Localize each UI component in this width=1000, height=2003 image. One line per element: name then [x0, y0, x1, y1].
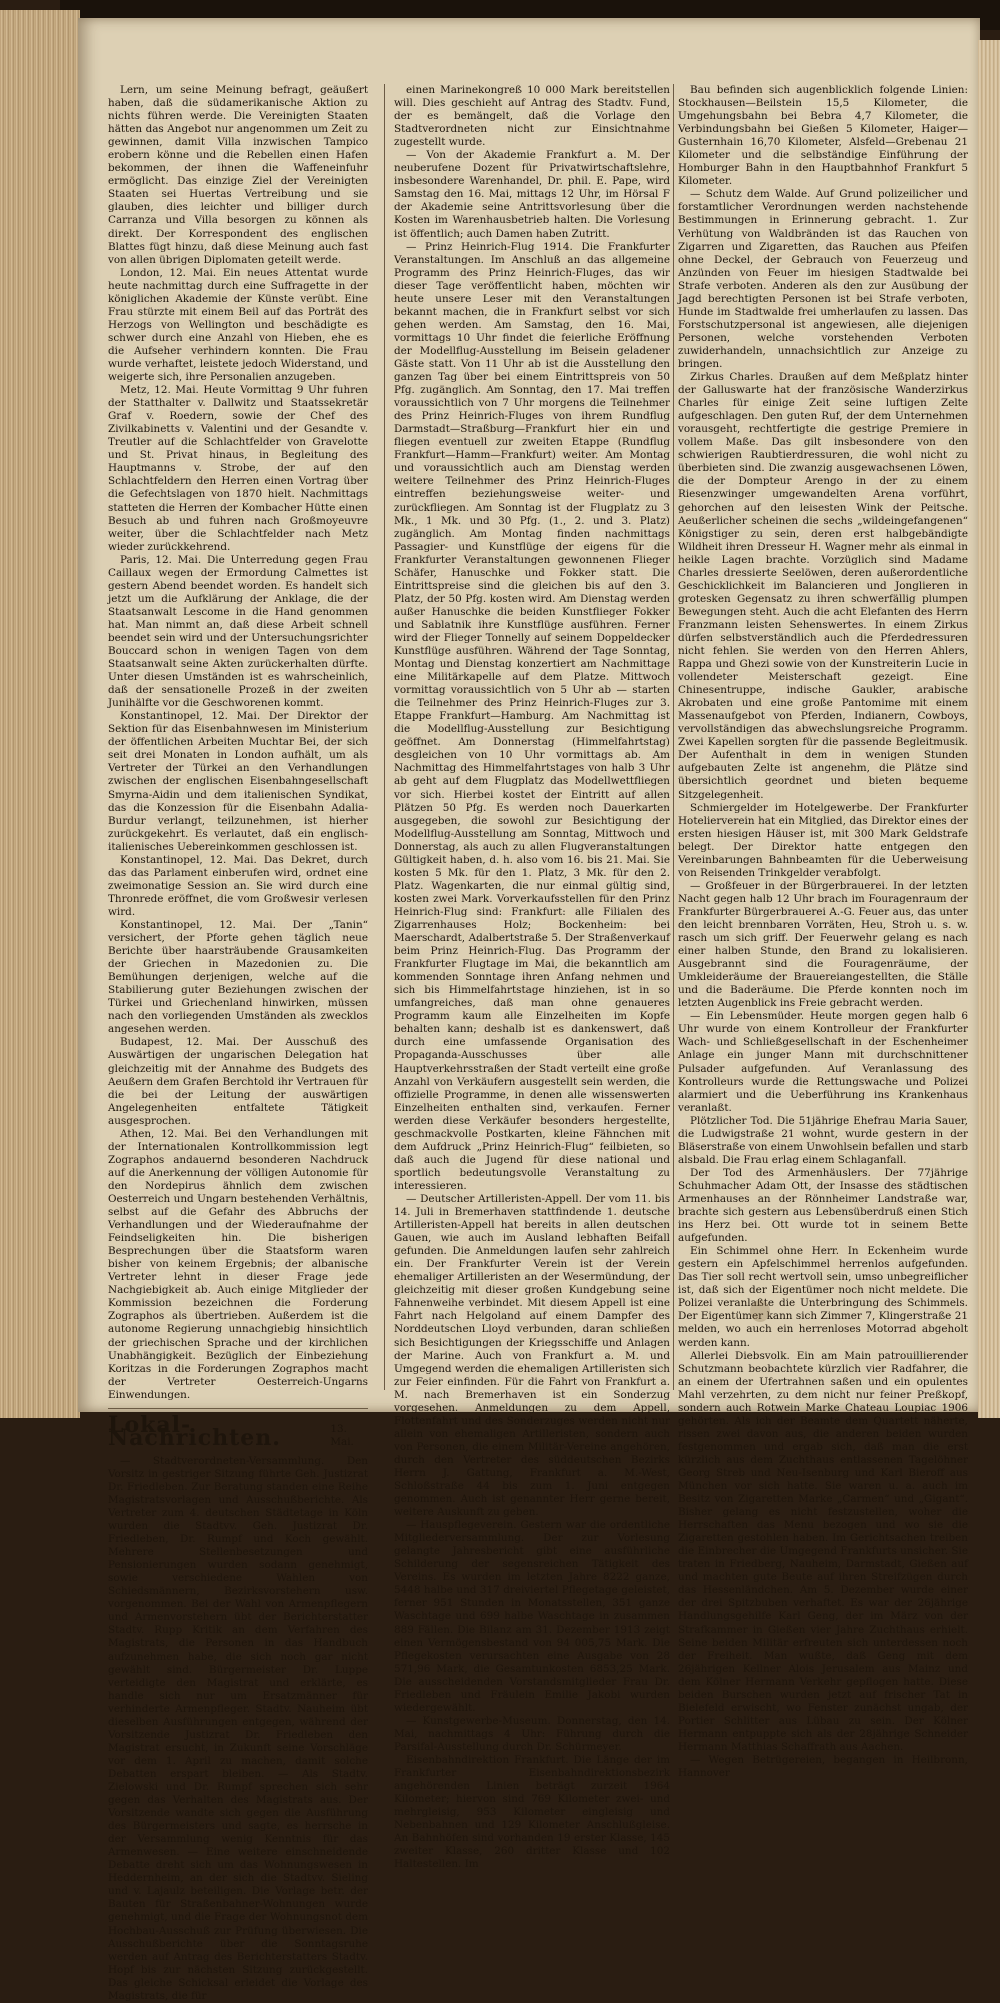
article-paragraph: Der Tod des Armenhäuslers. Der 77jährige Schuhmacher Adam Ott, der Insasse des städtischen Armenhauses an der Rönnheimer Landstraße war, brachte sich gestern aus Lebensüberdruß einen Stich ins Herz bei. Ott wurde tot in seinem Bette aufgefunden. [678, 1166, 968, 1245]
article-paragraph: — Großfeuer in der Bürgerbrauerei. In der letzten Nacht gegen halb 12 Uhr brach im Fouragenraum der Frankfurter Bürgerbrauerei A.-G. Feuer aus, das unter den leicht brennbaren Vorräten, Heu, Stroh u. s. w. rasch um sich griff. Der Feuerwehr gelang es nach einer halben Stunde, den Brand zu lokalisieren. Ausgebrannt sind die Fouragenräume, der Umkleideräume der Brauereiangestellten, die Ställe und die Baderäume. Die Pferde konnten noch im letzten Augenblick ins Freie gebracht werden. [678, 879, 968, 1010]
article-paragraph: London, 12. Mai. Ein neues Attentat wurde heute nachmittag durch eine Suffragette in der königlichen Akademie der Künste verübt. Eine Frau stürzte mit einem Beil auf das Porträt des Herzogs von Wellington und beschädigte es schwer durch eine Anzahl von Hieben, ehe es die Aufseher verhindern konnten. Die Frau wurde verhaftet, leistete jedoch Widerstand, und weigerte sich, ihre Personalien anzugeben. [108, 266, 368, 384]
article-paragraph: Konstantinopel, 12. Mai. Der „Tanin“ versichert, der Pforte gehen täglich neue Berichte über haarsträubende Grausamkeiten der Griechen in Mazedonien zu. Die Bemühungen derjenigen, welche auf die Stabilierung guter Beziehungen zwischen der Türkei und Griechenland hinwirken, müssen nach den vorliegenden Umständen als zwecklos angesehen werden. [108, 919, 368, 1036]
article-paragraph: — Kunstgewerbe-Museum. Donnerstag, den 14. Mai, nachmittags 4 Uhr: Führung durch die Parsifal-Ausstellung durch Dr. Schürmeyer. [394, 1714, 670, 1753]
article-paragraph: — Prinz Heinrich-Flug 1914. Die Frankfurter Veranstaltungen. Im Anschluß an das allgemeine Programm des Prinz Heinrich-Fluges, das wir dieser Tage veröffentlicht haben, möchten wir heute unsere Leser mit den Veranstaltungen bekannt machen, die in Frankfurt selbst vor sich gehen werden. Am Samstag, den 16. Mai, vormittags 10 Uhr findet die feierliche Eröffnung der Modellflug-Ausstellung im Beisein geladener Gäste statt. Von 11 Uhr ab ist die Ausstellung den ganzen Tag über bei einem Eintrittspreis von 50 Pfg. zugänglich. Am Sonntag, den 17. Mai treffen voraussichtlich von 7 Uhr morgens die Teilnehmer des Prinz Heinrich-Fluges von ihrem Rundflug Darmstadt—Straßburg—Frankfurt hier ein und fliegen eventuell zur zweiten Etappe (Rundflug Frankfurt—Hamm—Frankfurt) weiter. Am Montag und voraussichtlich auch am Dienstag werden weitere Teilnehmer des Prinz Heinrich-Fluges eintreffen beziehungsweise weiter- und zurückfliegen. Am Sonntag ist der Flugplatz zu 3 Mk., 1 Mk. und 30 Pfg. (1., 2. und 3. Platz) zugänglich. Am Montag finden nachmittags Passagier- und Kunstflüge der eigens für die Frankfurter Veranstaltungen gewonnenen Flieger Schäfer, Hanuschke und Fokker statt. Die Eintrittspreise sind die gleichen bis auf den 3. Platz, der 50 Pfg. kosten wird. Am Dienstag werden außer Hanuschke die beiden Kunstflieger Fokker und Sablatnik ihre Kunstflüge ausführen. Ferner wird der Flieger Tonnelly auf seinem Doppeldecker Kunstflüge ausführen. Während der Tage Sonntag, Montag und Dienstag konzertiert am Nachmittage eine Militärkapelle auf dem Platze. Mittwoch vormittag voraussichtlich von 5 Uhr ab — starten die Teilnehmer des Prinz Heinrich-Fluges zur 3. Etappe Frankfurt—Hamburg. Am Nachmittag ist die Modellflug-Ausstellung zur Besichtigung geöffnet. Am Donnerstag (Himmelfahrtstag) desgleichen von 10 Uhr vormittags ab. Am Nachmittag des Himmelfahrtstages von halb 3 Uhr ab geht auf dem Flugplatz das Modellwettfliegen vor sich. Hierbei kostet der Eintritt auf allen Plätzen 50 Pfg. Es werden noch Dauerkarten ausgegeben, die sowohl zur Besichtigung der Modellflug-Ausstellung am Sonntag, Mittwoch und Donnerstag, als auch zu allen Flugveranstaltungen Gültigkeit haben, d. h. also vom 16. bis 21. Mai. Sie kosten 5 Mk. für den 1. Platz, 3 Mk. für den 2. Platz. Wagenkarten, die nur einmal gültig sind, kosten zwei Mark. Vorverkaufsstellen für den Prinz Heinrich-Flug sind: Frankfurt: alle Filialen des Zigarrenhauses Holz; Bockenheim: bei Maerschardt, Adalbertstraße 5. Der Straßenverkauf beim Prinz Heinrich-Flug. Das Programm der Frankfurter Flugtage im Mai, die bekanntlich am kommenden Sonntage ihren Anfang nehmen und sich bis Himmelfahrtstage hinziehen, ist in so umfangreiches, daß man ohne genaueres Programm kaum alle Einzelheiten im Kopfe behalten kann; deshalb ist es dankenswert, daß durch eine umfassende Organisation des Propaganda-Ausschusses über alle Hauptverkehrsstraßen der Stadt verteilt eine große Anzahl von Verkäufern ausgestellt sein werden, die offizielle Programme, in denen alle wissenswerten Einzelheiten enthalten sind, verkaufen. Ferner werden diese Verkäufer besonders hergestellte, geschmackvolle Postkarten, kleine Fähnchen mit dem Aufdruck „Prinz Heinrich-Flug“ feilbieten, so daß auch die Jugend für diese national und sportlich bedeutungsvolle Veranstaltung zu interessieren. [394, 240, 670, 1192]
article-paragraph: Plötzlicher Tod. Die 51jährige Ehefrau Maria Sauer, die Ludwigstraße 21 wohnt, wurde gestern in der Bläserstraße von einem Unwohlsein befallen und starb alsbald. Die Frau erlag einem Schlaganfall. [678, 1114, 968, 1166]
column-1 [108, 84, 368, 2002]
section-title: Lokal-Nachrichten. [108, 1411, 281, 1451]
section-heading [108, 1411, 368, 1451]
article-paragraph: Paris, 12. Mai. Die Unterredung gegen Frau Caillaux wegen der Ermordung Calmettes ist gestern Abend beendet worden. Es handelt sich jetzt um die Aufklärung der Anklage, die der Staatsanwalt Lescome in die Hand genommen hat. Man nimmt an, daß diese Arbeit schnell beendet sein wird und der Untersuchungsrichter Bouccard schon in wenigen Tagen von dem Staatsanwalt seine Akten zurückerhalten dürfte. Unter diesen Umständen ist es wahrscheinlich, daß der sensationelle Prozeß in der zweiten Junihälfte vor die Geschworenen kommt. [108, 553, 368, 710]
paper-stain [750, 1300, 770, 1322]
article-paragraph: einen Marinekongreß 10 000 Mark bereitstellen will. Dies geschieht auf Antrag des Stadtv. Fund, der es bemängelt, daß die Vorlage den Stadtverordneten nicht zur Einsichtnahme zugestellt wurde. [394, 84, 670, 149]
column-3 [678, 84, 968, 1780]
section-rule [108, 1408, 368, 1409]
article-paragraph: Lern, um seine Meinung befragt, geäußert haben, daß die südamerikanische Aktion zu nichts führen werde. Die Vereinigten Staaten hätten das Angebot nur angenommen um Zeit zu gewinnen, damit Villa inzwischen Tampico erobern könne und die Rebellen einen Hafen bekommen, der ihnen die Waffeneinfuhr ermöglicht. Das einzige Ziel der Vereinigten Staaten sei Huertas Vertreibung und sie glauben, dies leichter und billiger durch Carranza und Villa besorgen zu können als direkt. Der Korrespondent des englischen Blattes fügt hinzu, daß diese Meinung auch fast von allen übrigen Diplomaten geteilt werde. [108, 84, 368, 266]
article-paragraph: — Stadtverordneten-Versammlung. Den Vorsitz in gestriger Sitzung führte Geh. Justizrat Dr. Friedleben. Zur Beratung standen eine Reihe Magistratsvorlagen und Ausschußberichte. Als Vertreter zum 4. deutschen Städtetage in Köln wurden die Stadtvv. Geh. Justizrat Dr. Friedleben, Dr. Rumpf und Koch gewählt. Mehrere Stellenbesetzungen und Pensionierungen wurden sodann genehmigt, sowie verschiedene Wahlen von Schiedsmännern, Bezirksvorstehern usw. vorgenommen. Bei der Wahl von Armenpflegern und Armenvorstehern übt der Berichterstatter Stadtv. Rupp Kritik an dem Verfahren des Magistrats, die Personen in das Handbuch aufzunehmen habe, die sich noch gar nicht gewählt sind. Bürgermeister Dr. Luppe verteidigte den Magistrat und erklärte, es handle sich nur um Ersatzmänner für verhinderte Armenpfleger. Stadtv. Nauheim übt dieselben Ausführungen entgegen, während der Vorsitzende Justizrat Dr. Friedleben den Magistrat ersucht, in Zukunft seine Vorschläge vor dem 1. April zu machen, damit solche Debatten erspart bleiben. — Als Stadtv. Zielowski und Dr. Rumpf sprechen sich sehr gegen das Verhalten des Magistrats aus. Der Vorsitzende wandte sich gegen die Ausführung des Bürgermeisters und sagte, es herrsche in der Versammlung wenig Kenntnis für das Armenwesen. — Eine weitere einschneidende Debatte dreht sich um das Wohnungswesen in Heddernheim, an der sich die Stadtvv. Sieling und v. Lajaulz beteiligen. Die Vorlage betr. der Bauten für Straßenbahner-Wohnungen wurde genehmigt, und die Frage der Wohnungsnot dem Hochbau-Ausschuß zur Prüfung überwiesen. Die Ausschußberichte über die Sonntagsruhe werden auf Antrag des Berichterstatters Stadtv. Hopf bis zur nächsten Sitzung zurückgestellt. Das gleiche Schicksal erleidet die Vorlage des Magistrats, die für [108, 1454, 368, 2002]
article-paragraph: Eisenbahndirektion Frankfurt. Die Länge der im Frankfurter Eisenbahndirektionsbezirk angehörenden Linien beträgt zurzeit 1964 Kilometer; hiervon sind 769 Kilometer zwei- und mehrgleisig, 953 Kilometer eingleisig und Nebenbahnen und 129 Kilometer Anschlußgleise. An Bahnhöfen sind vorhanden 19 erster Klasse, 145 zweiter Klasse, 260 dritter Klasse und 102 Haltestellen. Im [394, 1754, 670, 1871]
article-paragraph: — Hauspflegeverein. Gestern war die ordentliche Mitgliederversammlung. Der zur Vorlesung gelangte Jahresbericht gibt eine ausführliche Schilderung der segensreichen Tätigkeit des Vereins. Es wurden im letzten Jahre 8222 ganze, 5448 halbe und 317 dreiviertel Pflegetage geleistet, ferner 951 Stunden in Monatsstellen, 351 ganze Waschtage und 699 halbe Waschtage in zusammen 889 Fällen. Die Bilanz am 31. Dezember 1913 zeigt einen Vermögensbestand von 94 005,75 Mark. Die Pflegekosten verursachten eine Ausgabe von 28 571,96 Mark, die Gesamtunkosten 6853,25 Mark. Die ausscheidenden Vorstandsmitglieder Frau Dr. Friedleben und Fräulein Emilie Jakobi wurden wiedergewählt. [394, 1519, 670, 1714]
article-paragraph: Konstantinopel, 12. Mai. Das Dekret, durch das das Parlament einberufen wird, ordnet eine zweimonatige Session an. Sie wird durch eine Thronrede eröffnet, die vom Großwesir verlesen wird. [108, 853, 368, 918]
page-stack-left [0, 10, 80, 1418]
article-paragraph: Zirkus Charles. Draußen auf dem Meßplatz hinter der Galluswarte hat der französische Wanderzirkus Charles für einige Zeit seine luftigen Zelte aufgeschlagen. Den guten Ruf, der dem Unternehmen vorausgeht, rechtfertigte die gestrige Premiere in vollem Maße. Das gilt insbesondere von den schwierigen Raubtierdressuren, die wohl nicht zu überbieten sind. Die zwanzig ausgewachsenen Löwen, die der Dompteur Arengo in der zu einem Riesenzwinger umgewandelten Arena vorführt, gehorchen auf den leisesten Wink der Peitsche. Aeußerlicher scheinen die sechs „wildeingefangenen“ Königstiger zu sein, deren erst halbgebändigte Wildheit ihren Dresseur H. Wagner mehr als einmal in heikle Lagen brachte. Vorzüglich sind Madame Charles dressierte Seelöwen, deren außerordentliche Geschicklichkeit im Balancieren und Jonglieren in grotesken Gegensatz zu ihren schwerfällig plumpen Bewegungen steht. Auch die acht Elefanten des Herrn Franzmann leisten Sehenswertes. In einem Zirkus dürfen selbstverständlich auch die Pferdedressuren nicht fehlen. Sie werden von den Herren Ahlers, Rappa und Ghezi sowie von der Kunstreiterin Lucie in vollendeter Meisterschaft gezeigt. Eine Chinesentruppe, indische Gaukler, arabische Akrobaten und eine große Pantomime mit einem Massenaufgebot von Pferden, Indianern, Cowboys, vervollständigen das abwechslungsreiche Programm. Zwei Kapellen sorgten für die passende Begleitmusik. Der Aufenthalt in dem in wenigen Stunden aufgebauten Zelte ist angenehm, die Plätze sind übersichtlich geordnet und bieten bequeme Sitzgelegenheit. [678, 371, 968, 801]
column-divider [673, 84, 674, 1390]
article-paragraph: — Von der Akademie Frankfurt a. M. Der neuberufene Dozent für Privatwirtschaftslehre, insbesondere Warenhandel, Dr. phil. E. Pape, wird Samstag den 16. Mai, mittags 12 Uhr, im Hörsal F der Akademie seine Antrittsvorlesung über die Kosten im Warenhausbetrieb halten. Die Vorlesung ist öffentlich; auch Damen haben Zutritt. [394, 149, 670, 240]
article-paragraph: Bau befinden sich augenblicklich folgende Linien: Stockhausen—Beilstein 15,5 Kilometer, die Umgehungsbahn bei Bebra 4,7 Kilometer, die Verbindungsbahn bei Gießen 5 Kilometer, Haiger—Gusternhain 16,70 Kilometer, Alsfeld—Grebenau 21 Kilometer und die selbständige Einführung der Homburger Bahn in den Hauptbahnhof Frankfurt 5 Kilometer. [678, 84, 968, 188]
article-paragraph: — Schutz dem Walde. Auf Grund polizeilicher und forstamtlicher Verordnungen werden nachstehende Bestimmungen in Erinnerung gebracht. 1. Zur Verhütung von Waldbränden ist das Rauchen von Zigarren und Zigaretten, das Rauchen aus Pfeifen ohne Deckel, der Gebrauch von Feuerzeug und Anzünden von Feuer im hiesigen Stadtwalde bei Strafe verboten. Anderen als den zur Ausübung der Jagd berechtigten Personen ist bei Strafe verboten, Hunde im Stadtwalde frei umherlaufen zu lassen. Das Forstschutzpersonal ist angewiesen, alle diejenigen Personen, welche vorstehenden Verboten zuwiderhandeln, unnachsichtlich zur Anzeige zu bringen. [678, 188, 968, 370]
column-1-news [108, 84, 368, 1402]
page-stack-right [978, 40, 1000, 1418]
article-paragraph: Athen, 12. Mai. Bei den Verhandlungen mit der Internationalen Kontrollkommission legt Zographos andauernd besonderen Nachdruck auf die Anerkennung der völligen Autonomie für den Nordepirus ähnlich dem zwischen Oesterreich und Ungarn bestehenden Verhältnis, selbst auf die Gefahr des Abbruchs der Verhandlungen und der Wiederaufnahme der Feindseligkeiten hin. Die bisherigen Besprechungen über die Staatsform waren bisher von keinem Ergebnis; der albanische Vertreter lehnt in dieser Frage jede Nachgiebigkeit ab. Auch einige Mitglieder der Kommission bezeichnen die Forderung Zographos als übertrieben. Außerdem ist die autonome Regierung unnachgiebig hinsichtlich der griechischen Sprache und der kirchlichen Unabhängigkeit. Bezüglich der Einbeziehung Koritzas in die Forderungen Zographos macht der Vertreter Oesterreich-Ungarns Einwendungen. [108, 1127, 368, 1401]
article-paragraph: — Deutscher Artilleristen-Appell. Der vom 11. bis 14. Juli in Bremerhaven stattfindende 1. deutsche Artilleristen-Appell hat bereits in allen deutschen Gauen, wie auch im Ausland lebhaften Beifall gefunden. Die Anmeldungen laufen sehr zahlreich ein. Der Frankfurter Verein ist der Verein ehemaliger Artilleristen an der Wesermündung, der gleichzeitig mit dieser großen Kundgebung seine Fahnenweihe verbindet. Mit diesem Appell ist eine Fahrt nach Helgoland auf einem Dampfer des Norddeutschen Lloyd verbunden, daran schließen sich Besichtigungen der Kriegsschiffe und Anlagen der Marine. Auch von Frankfurt a. M. und Umgegend werden die ehemaligen Artilleristen sich zur Feier einfinden. Für die Fahrt von Frankfurt a. M. nach Bremerhaven ist ein Sonderzug vorgesehen. Anmeldungen zu dem Appell, Flottenfahrt und des Sonderzuges werden nicht nur allein von ehemaligen Artilleristen, sondern auch von Personen, die einem Militär-Vereine angehören, durch den Vertreter des süddeutschen Bezirks Herrn J. Gattung, Frankfurt a. M.-West, Schloßstraße 44 bis zum 1. Juni entgegen genommen. Auch ist genannter Herr gerne bereit, weitere Auskunft zu geben. [394, 1192, 670, 1519]
column-2 [394, 84, 670, 1871]
article-paragraph: — Wegen Betrügereien, begangen in Heilbronn, Hannover [678, 1754, 968, 1780]
section-date: 13. Mai. [330, 1422, 354, 1448]
article-paragraph: Allerlei Diebsvolk. Ein am Main patrouillierender Schutzmann beobachtete kürzlich vier Radfahrer, die an einem der Ufertrahnen saßen und ein opulentes Mahl verzehrten, zu dem nicht nur feiner Preßkopf, sondern auch Rotwein Marke Chateau Loupiac 1906 gehörten. Als ich der Beamte dem Quartett näherte, rissen zwei davon aus, die anderen beiden wurden festgenommen und ergab sich, daß man die erst kürzlich aus dem Zuchthaus entlassenen Tagelöhner Georg Streb und Neu-Isenburg und Karl Bieroff aus München vor sich hatte. Sie waren u. a. auch im Besitz von Zigaretten Marke „Carmen“ und „Gigant“. Bisher gelang es nicht festzustellen, woher die Herrschaften das Menu bezogen und wo sie die Zigaretten gestohlen haben. Im Gerichtsachen treiben die Einbrecher die Umgegend Frankfurts unsicher. Sie traten in Friedberg, Nauheim, Darmstadt, Gießen auf und machten gute Beute auf ihren Streifzügen durch das Hessenländchen. Am 5. Dezember wurde einer der drei Spitzbuben verhaftet. Es war der 26jährige Handlungsgehilfe Karl Geng, der im März von der Strafkammer in Gießen vier Jahre Zuchthaus erhielt. Seine beiden Militär erfreuten sich unterdessen noch der Freiheit. Man wußte, daß Geng mit dem 26jährigen Kellner Alois Jerusalem aus Mainz und dem Kölner Hermann Verkehr gepflogen hatte. Diese beiden Burschen wurden jetzt auf frischer Tat in Bielefeld erwischt, wo Fenster zunächst ungab, der Portier Schlitter aus Lübau zu sein. Der Kölner Hermann entpuppte sich als der 28jährige Schneider Hermann Matthias Schaffrath aus Aachen. [678, 1349, 968, 1753]
article-paragraph: Konstantinopel, 12. Mai. Der Direktor der Sektion für das Eisenbahnwesen im Ministerium der öffentlichen Arbeiten Muchtar Bei, der sich seit drei Monaten in London aufhält, um als Vertreter der Türkei an den Verhandlungen zwischen der englischen Eisenbahngesellschaft Smyrna-Aidin und dem italienischen Syndikat, das die Konzession für die Eisenbahn Adalia-Burdur verlangt, teilzunehmen, ist hierher zurückgekehrt. Es verlautet, daß ein englisch-italienisches Uebereinkommen geschlossen ist. [108, 710, 368, 853]
article-paragraph: Budapest, 12. Mai. Der Ausschuß des Auswärtigen der ungarischen Delegation hat gleichzeitig mit der Annahme des Budgets des Aeußern dem Grafen Berchtold ihr Vertrauen für die bei der Leitung der auswärtigen Angelegenheiten entfaltete Tätigkeit ausgesprochen. [108, 1036, 368, 1127]
article-paragraph: Metz, 12. Mai. Heute Vormittag 9 Uhr fuhren der Statthalter v. Dallwitz und Staatssekretär Graf v. Roedern, sowie der Chef des Zivilkabinetts v. Valentini und der Gesandte v. Treutler auf die Schlachtfelder von Gravelotte und St. Privat hinaus, in Begleitung des Hauptmanns v. Strobe, der auf den Schlachtfeldern den Herren einen Vortrag über die Gefechtslagen von 1870 hielt. Nachmittags statteten die Herren der Kombacher Hütte einen Besuch ab und fuhren nach Großmoyeuvre weiter, über die Schlachtfelder nach Metz wieder zurückkehrend. [108, 384, 368, 553]
article-paragraph: Ein Schimmel ohne Herr. In Eckenheim wurde gestern ein Apfelschimmel herrenlos aufgefunden. Das Tier soll recht wertvoll sein, umso unbegreiflicher ist, daß sich der Eigentümer noch nicht meldete. Die Polizei veranlaßte die Unterbringung des Schimmels. Der Eigentümer kann sich Zimmer 7, Klingerstraße 21 melden, wo auch ein herrenloses Motorrad abgeholt werden kann. [678, 1245, 968, 1349]
article-paragraph: — Ein Lebensmüder. Heute morgen gegen halb 6 Uhr wurde von einem Kontrolleur der Frankfurter Wach- und Schließgesellschaft in der Eschenheimer Anlage ein junger Mann mit durchschnittener Pulsader aufgefunden. Auf Veranlassung des Kontrolleurs wurde die Rettungswache und Polizei alarmiert und die Ueberführung ins Krankenhaus veranlaßt. [678, 1010, 968, 1114]
column-divider [384, 84, 385, 1390]
article-paragraph: Schmiergelder im Hotelgewerbe. Der Frankfurter Hotelierverein hat ein Mitglied, das Direktor eines der ersten hiesigen Häuser ist, mit 300 Mark Geldstrafe belegt. Der Direktor hatte entgegen den Vereinbarungen Bahnbeamten für die Ueberweisung von Reisenden Trinkgelder verabfolgt. [678, 801, 968, 879]
